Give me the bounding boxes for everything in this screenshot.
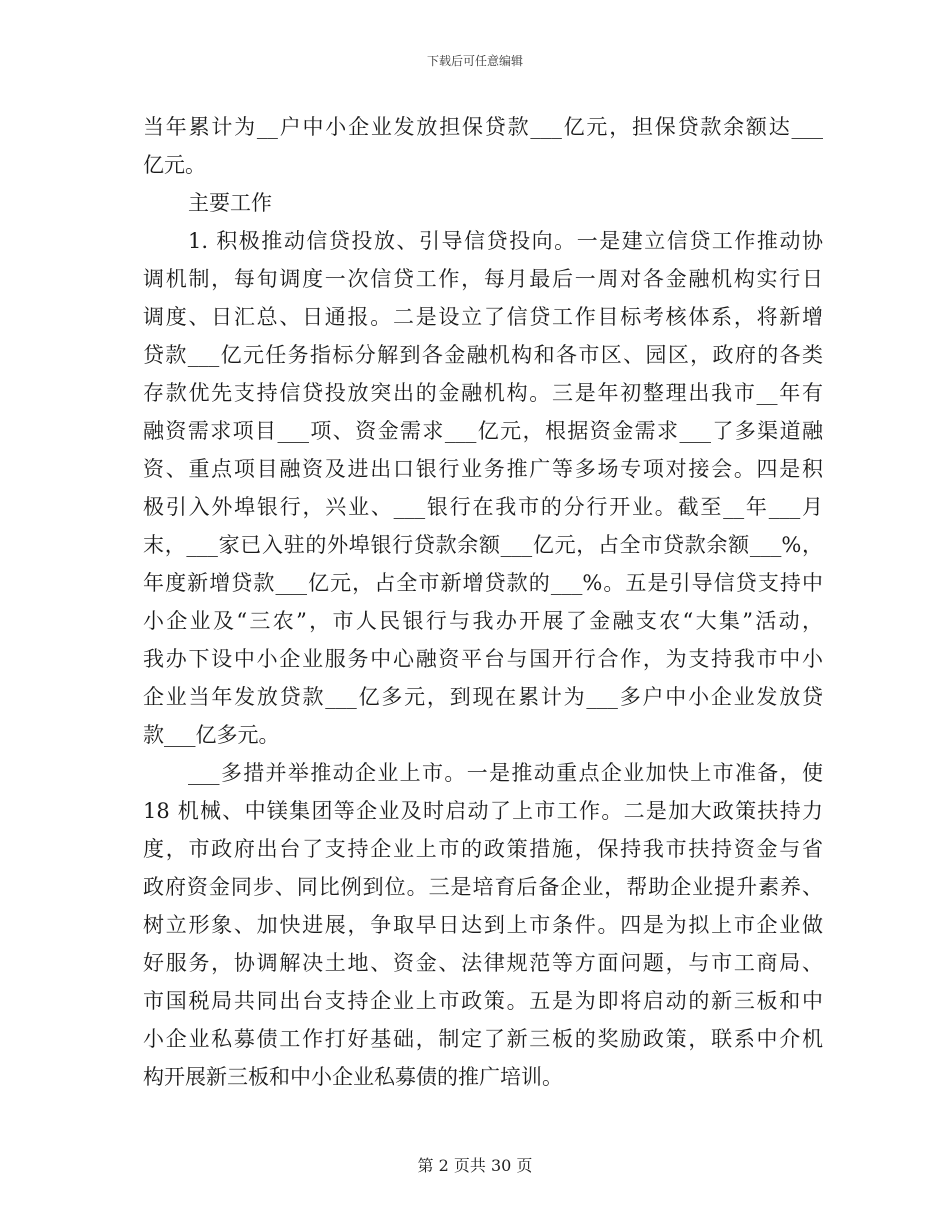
page-header: 下载后可任意编辑 [426, 54, 523, 68]
text-line: 企业当年发放贷款___亿多元，到现在累计为___多户中小企业发放贷 [143, 685, 823, 709]
text-line: 年度新增贷款___亿元，占全市新增贷款的___%。五是引导信贷支持中 [143, 571, 823, 595]
text-line: 小企业及“三农”，市人民银行与我办开展了金融支农“大集”活动， [143, 609, 823, 633]
text-line: 小企业私募债工作打好基础，制定了新三板的奖励政策，联系中介机 [143, 1027, 823, 1051]
text-line: 政府资金同步、同比例到位。三是培育后备企业，帮助企业提升素养、 [143, 875, 823, 899]
text-line: ___多措并举推动企业上市。一是推动重点企业加快上市准备，使 [188, 761, 823, 785]
document-body [143, 108, 823, 1096]
text-line: 融资需求项目___项、资金需求___亿元，根据资金需求___了多渠道融 [143, 419, 823, 443]
text-line: 好服务，协调解决土地、资金、法律规范等方面问题，与市工商局、 [143, 951, 823, 975]
text-line: 极引入外埠银行，兴业、___银行在我市的分行开业。截至__年___月 [143, 495, 823, 519]
text-line: 当年累计为__户中小企业发放担保贷款___亿元，担保贷款余额达___ [143, 115, 823, 139]
text-line: 我办下设中小企业服务中心融资平台与国开行合作，为支持我市中小 [143, 647, 823, 671]
page-number: 第 2 页共 30 页 [417, 1156, 533, 1175]
text-line: 贷款___亿元任务指标分解到各金融机构和各市区、园区，政府的各类 [143, 343, 823, 367]
text-line: 1. 积极推动信贷投放、引导信贷投向。一是建立信贷工作推动协 [188, 229, 823, 253]
text-line: 末，___家已入驻的外埠银行贷款余额___亿元，占全市贷款余额___%， [143, 533, 823, 557]
text-line: 调机制，每旬调度一次信贷工作，每月最后一周对各金融机构实行日 [143, 267, 823, 291]
text-line: 度，市政府出台了支持企业上市的政策措施，保持我市扶持资金与省 [143, 837, 823, 861]
text-line: 资、重点项目融资及进出口银行业务推广等多场专项对接会。四是积 [143, 457, 823, 481]
text-line: 市国税局共同出台支持企业上市政策。五是为即将启动的新三板和中 [143, 989, 823, 1013]
section-heading: 主要工作 [188, 191, 272, 215]
text-line: 款___亿多元。 [143, 723, 280, 747]
text-line: 调度、日汇总、日通报。二是设立了信贷工作目标考核体系，将新增 [143, 305, 823, 329]
text-line: 构开展新三板和中小企业私募债的推广培训。 [143, 1065, 563, 1089]
text-line: 树立形象、加快进展，争取早日达到上市条件。四是为拟上市企业做 [143, 913, 823, 937]
text-line: 18 机械、中镁集团等企业及时启动了上市工作。二是加大政策扶持力 [143, 799, 823, 823]
text-line: 存款优先支持信贷投放突出的金融机构。三是年初整理出我市__年有 [143, 381, 823, 405]
text-line: 亿元。 [143, 153, 206, 177]
